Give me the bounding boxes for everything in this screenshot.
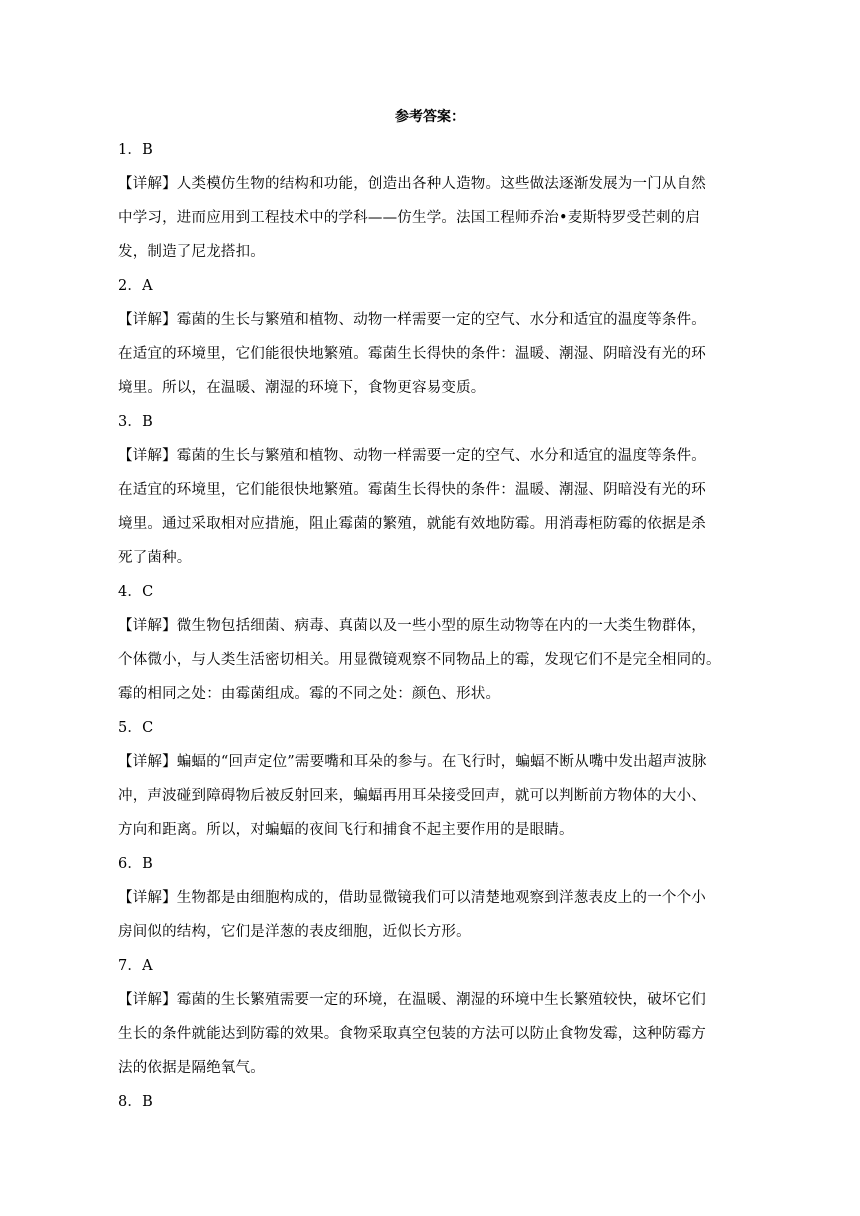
explanation-line: 霉的相同之处：由霉菌组成。霉的不同之处：颜色、形状。: [118, 686, 501, 702]
question-number: 6．B: [118, 856, 153, 872]
question-number: 7．A: [118, 958, 153, 974]
answer-item: [118, 405, 743, 575]
answer-item: [118, 711, 743, 847]
explanation-line: 【详解】霉菌的生长与繁殖和植物、动物一样需要一定的空气、水分和适宜的温度等条件。: [118, 312, 706, 328]
explanation-line: 中学习，进而应用到工程技术中的学科——仿生学。法国工程师乔治•麦斯特罗受芒刺的启: [118, 210, 701, 226]
question-number: 2．A: [118, 278, 153, 294]
explanation-line: 【详解】霉菌的生长与繁殖和植物、动物一样需要一定的空气、水分和适宜的温度等条件。: [118, 448, 706, 464]
answer-item: [118, 133, 743, 269]
explanation-line: 【详解】人类模仿生物的结构和功能，创造出各种人造物。这些做法逐渐发展为一门从自然: [118, 176, 706, 192]
explanation-line: 在适宜的环境里，它们能很快地繁殖。霉菌生长得快的条件：温暖、潮湿、阴暗没有光的环: [118, 482, 706, 498]
explanation-line: 法的依据是隔绝氧气。: [118, 1060, 265, 1076]
question-number: 8．B: [118, 1094, 153, 1110]
explanation-line: 发，制造了尼龙搭扣。: [118, 244, 265, 260]
explanation-line: 死了菌种。: [118, 550, 192, 566]
explanation-line: 冲，声波碰到障碍物后被反射回来，蝙蝠再用耳朵接受回声，就可以判断前方物体的大小、: [118, 788, 706, 804]
explanation-line: 【详解】霉菌的生长繁殖需要一定的环境，在温暖、潮湿的环境中生长繁殖较快，破坏它们: [118, 992, 706, 1008]
answer-key-title: 参考答案：: [395, 109, 465, 125]
question-number: 5．C: [118, 720, 154, 736]
answer-item: [118, 847, 743, 949]
answer-item: [118, 575, 743, 711]
answer-item: [118, 269, 743, 405]
answer-item: [118, 949, 743, 1085]
answer-list: [118, 133, 743, 1119]
explanation-line: 【详解】蝙蝠的“回声定位”需要嘴和耳朵的参与。在飞行时，蝙蝠不断从嘴中发出超声波脉: [118, 754, 707, 770]
explanation-line: 房间似的结构，它们是洋葱的表皮细胞，近似长方形。: [118, 924, 471, 940]
explanation-line: 【详解】生物都是由细胞构成的，借助显微镜我们可以清楚地观察到洋葱表皮上的一个个小: [118, 890, 706, 906]
explanation-line: 在适宜的环境里，它们能很快地繁殖。霉菌生长得快的条件：温暖、潮湿、阴暗没有光的环: [118, 346, 706, 362]
answer-item: [118, 1085, 743, 1119]
question-number: 3．B: [118, 414, 153, 430]
explanation-line: 方向和距离。所以，对蝙蝠的夜间飞行和捕食不起主要作用的是眼睛。: [118, 822, 574, 838]
explanation-line: 境里。所以，在温暖、潮湿的环境下，食物更容易变质。: [118, 380, 486, 396]
question-number: 1．B: [118, 142, 153, 158]
explanation-line: 【详解】微生物包括细菌、病毒、真菌以及一些小型的原生动物等在内的一大类生物群体，: [118, 618, 706, 634]
explanation-line: 生长的条件就能达到防霉的效果。食物采取真空包装的方法可以防止食物发霉，这种防霉方: [118, 1026, 706, 1042]
question-number: 4．C: [118, 584, 154, 600]
explanation-line: 个体微小，与人类生活密切相关。用显微镜观察不同物品上的霉，发现它们不是完全相同的。: [118, 652, 721, 668]
explanation-line: 境里。通过采取相对应措施，阻止霉菌的繁殖，就能有效地防霉。用消毒柜防霉的依据是杀: [118, 516, 706, 532]
